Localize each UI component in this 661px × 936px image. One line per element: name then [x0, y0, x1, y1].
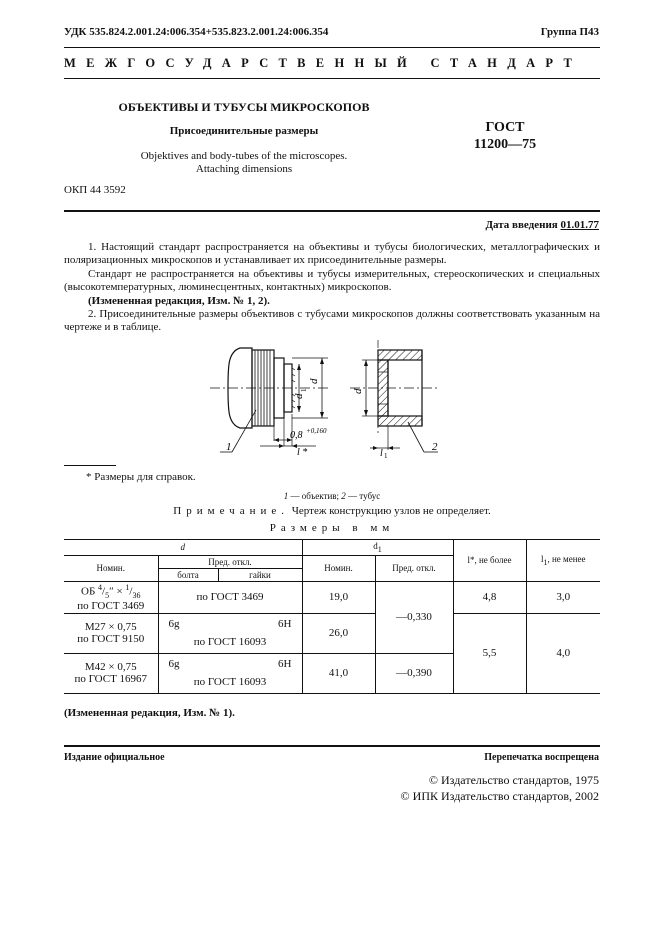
label-gap: 0,8 — [290, 430, 303, 441]
paragraph-1: 1. Настоящий стандарт распространяется на объективы и тубусы биологических, металлографических и поляризационных микроскопов и устанавливает их присоединительные размеры. — [64, 241, 600, 266]
row12-d1-dev: —0,330 — [375, 581, 453, 653]
standard-type: МЕЖГОСУДАРСТВЕННЫЙ СТАНДАРТ — [64, 56, 583, 70]
leader-2-label: 2 — [432, 441, 438, 453]
row2-bolt: 6g — [168, 618, 180, 631]
row2-d1-nom: 26,0 — [302, 613, 375, 653]
en-line-2: Attaching dimensions — [195, 163, 293, 175]
doc-subtitle: Присоединительные размеры — [169, 125, 319, 137]
row3-d1-dev: —0,390 — [375, 653, 453, 693]
row1-name-line2: по ГОСТ 3469 — [77, 599, 145, 612]
row2-gost: по ГОСТ 16093 — [193, 636, 267, 649]
th-pred: Пред. откл. — [158, 555, 302, 568]
legend-text-2: — тубус — [345, 491, 381, 501]
th-l: l*, не более — [453, 540, 526, 582]
row3-tol — [159, 658, 302, 670]
label-d1-sub: 1 — [300, 388, 308, 392]
footnote: * Размеры для справок. — [86, 471, 196, 483]
leader-1-label: 1 — [226, 441, 232, 453]
row3-gost: по ГОСТ 16093 — [193, 676, 267, 689]
dims-caption: Размеры в мм — [269, 522, 395, 534]
th-d1 — [302, 540, 453, 556]
row1-name-line1: ОБ $^4/_5'' \times ^1/_{36}$ — [81, 582, 141, 600]
row3-gaika: 6H — [278, 658, 292, 671]
th-gaika: гайки — [218, 568, 302, 581]
th-d1-main: d — [373, 541, 378, 551]
th-nom: Номин. — [64, 555, 158, 581]
gost-label: ГОСТ — [485, 120, 525, 135]
th-l1-a: l — [540, 554, 544, 564]
row3-name — [64, 653, 158, 693]
row2-gaika: 6H — [278, 618, 292, 631]
official-edition: Издание официальное — [64, 752, 165, 763]
row2-name-line2: по ГОСТ 9150 — [77, 633, 145, 646]
row3-name-line2: по ГОСТ 16967 — [74, 673, 148, 686]
technical-drawing — [200, 336, 450, 458]
row2-name — [64, 613, 158, 653]
udk-code: УДК 535.824.2.001.24:006.354+535.823.2.001.24:006.354 — [64, 26, 329, 38]
reprint-notice: Перепечатка воспрещена — [484, 752, 599, 763]
th-l1-sub: 1 — [543, 557, 548, 567]
footnote-rule — [64, 465, 116, 466]
row3-d1-nom: 41,0 — [302, 653, 375, 693]
row1-d1-nom: 19,0 — [302, 581, 375, 613]
copyright-2002: © ИПК Издательство стандартов, 2002 — [400, 789, 599, 803]
row2-dev — [158, 613, 302, 653]
gost-block — [450, 119, 560, 153]
intro-date — [485, 219, 599, 231]
legend-num-2: 2 — [341, 491, 346, 501]
th-bolt: болта — [158, 568, 218, 581]
edition-note: (Измененная редакция, Изм. № 1). — [64, 707, 235, 719]
th-d1-sub: 1 — [377, 544, 382, 554]
okp-code: ОКП 44 3592 — [64, 184, 126, 196]
row3-bolt: 6g — [168, 658, 180, 671]
row1-l: 4,8 — [453, 581, 526, 613]
header-rule-bottom — [64, 78, 600, 79]
row3-dev — [158, 653, 302, 693]
header-rule-top — [64, 47, 600, 48]
row2-tol — [159, 618, 302, 630]
row2-name-line1: M27 × 0,75 — [84, 621, 137, 634]
copyright-1975: © Издательство стандартов, 1975 — [428, 773, 599, 787]
legend-text-1: — объектив; — [288, 491, 342, 501]
doc-title-english — [64, 150, 424, 176]
label-d-objective: d — [308, 378, 320, 384]
th-d: d — [64, 540, 302, 556]
th-d1-nom: Номин. — [302, 555, 375, 581]
footer-rule — [64, 745, 600, 747]
label-d1: d — [293, 393, 305, 399]
row23-l: 5,5 — [453, 613, 526, 693]
label-l1: l — [380, 448, 383, 458]
th-l1-b: , не менее — [547, 554, 586, 564]
note-text: Чертеж конструкцию узлов не определяет. — [289, 505, 491, 517]
legend-num-1: 1 — [283, 491, 289, 501]
paragraph-amendment: (Измененная редакция, Изм. № 1, 2). — [88, 295, 270, 307]
row1-name — [64, 581, 158, 613]
dimensions-table — [64, 539, 600, 694]
th-d1-pred: Пред. откл. — [375, 555, 453, 581]
objective-part — [210, 348, 328, 452]
title-rule — [64, 210, 600, 212]
tube-part — [350, 340, 440, 452]
th-l1 — [526, 540, 600, 582]
label-l1-sub: 1 — [384, 452, 388, 458]
note — [64, 505, 600, 517]
date-value: 01.01.77 — [560, 219, 599, 231]
row3-name-line1: M42 × 0,75 — [84, 661, 137, 674]
label-d-tube: d — [352, 388, 364, 394]
date-label: Дата введения — [485, 219, 558, 231]
gost-number: 11200—75 — [473, 137, 537, 152]
en-line-1: Objektives and body-tubes of the microscopes. — [140, 150, 348, 162]
row1-l1: 3,0 — [526, 581, 600, 613]
row23-l1: 4,0 — [526, 613, 600, 693]
drawing-legend — [64, 491, 600, 501]
note-label: Примечание. — [173, 505, 290, 517]
row1-dev: по ГОСТ 3469 — [158, 581, 302, 613]
paragraph-3: 2. Присоединительные размеры объективов с тубусами микроскопов должны соответствовать указанным на чертеже и в таблице. — [64, 308, 600, 333]
doc-title: ОБЪЕКТИВЫ И ТУБУСЫ МИКРОСКОПОВ — [118, 100, 370, 114]
label-gap-tolerance: +0,160 — [306, 427, 327, 435]
group-code: Группа П43 — [540, 26, 599, 38]
paragraph-2: Стандарт не распространяется на объективы и тубусы измерительных, стереоскопических и специальных (высокотемпературных, люминесцентных, контактных) микроскопов. — [64, 268, 600, 293]
label-l-star: l * — [297, 447, 308, 458]
